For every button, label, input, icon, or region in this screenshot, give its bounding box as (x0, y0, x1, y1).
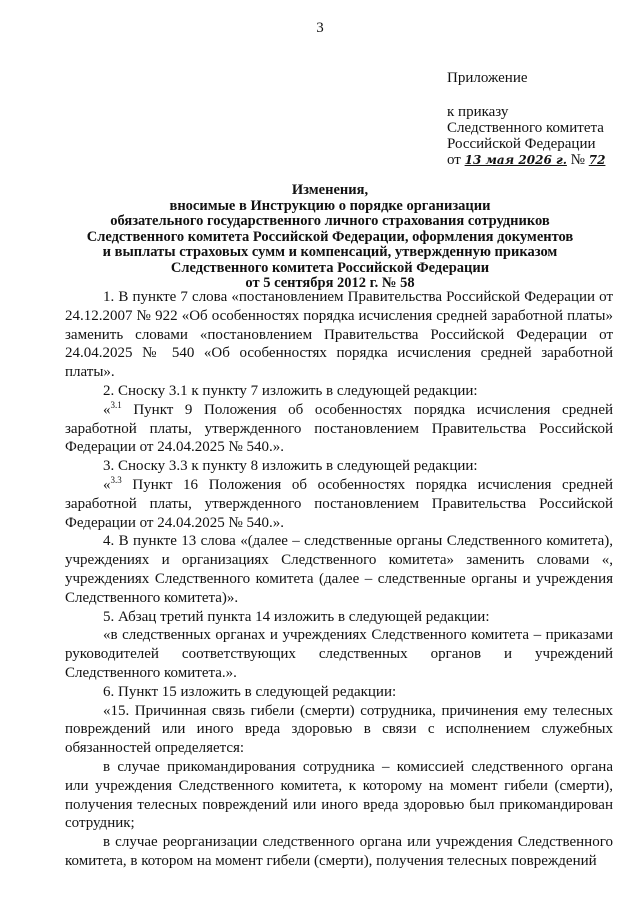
paragraph: «$^{3.1}$ Пункт 9 Положения об особенностях порядка исчисления средней заработной платы, утвержденного постановлением Правительства Российской Федерации от 24.04.2025 № 540.». (65, 399, 613, 456)
paragraph: «15. Причинная связь гибели (смерти) сотрудника, причинения ему телесных повреждений или иного вреда здоровью в связи с исполнением служебных обязанностей определяется: (65, 702, 613, 757)
appendix-line-3: Российской Федерации (447, 136, 596, 152)
paragraph: в случае реорганизации следственного органа или учреждения Следственного комитета, в котором на момент гибели (смерти), получения телесных повреждений (65, 834, 613, 869)
footnote-mark: 3.3 (110, 474, 122, 485)
appendix-line-1: к приказу (447, 104, 509, 120)
paragraph: 1. В пункте 7 слова «постановлением Правительства Российской Федерации от 24.12.2007 № 922 «Об особенностях порядка исчисления средней заработной платы» заменить словами «постановлением Правительства Российской Федерации от 24.04.2025 № 540 «Об особенностях порядка исчисления средней заработной платы». (65, 289, 613, 381)
page-number: 3 (316, 20, 324, 36)
title-line: и выплаты страховых сумм и компенсаций, утвержденную приказом (102, 244, 558, 260)
paragraph: 4. В пункте 13 слова «(далее – следственные органы Следственного комитета), учреждениях и организациях Следственного комитета» заменить словами «, учреждениях Следственного комитета (далее – следственные органы и учреждения Следственного комитета)». (65, 533, 613, 606)
paragraph: 2. Сноску 3.1 к пункту 7 изложить в следующей редакции: (103, 382, 478, 399)
title-line: обязательного государственного личного страхования сотрудников (110, 213, 550, 229)
title-line: Следственного комитета Российской Федерации (170, 259, 490, 276)
paragraph: 3. Сноску 3.3 к пункту 8 изложить в следующей редакции: (103, 458, 478, 475)
appendix-date-line (447, 152, 627, 168)
paragraph: «в следственных органах и учреждениях Следственного комитета – приказами руководителей соответствующих следственных органов и учреждений Следственного комитета.». (65, 627, 613, 681)
title-line: Следственного комитета Российской Федерации, оформления документов (86, 228, 574, 245)
handwritten-date: 13 мая 2026 г. (464, 153, 567, 167)
title-line: вносимые в Инструкцию о порядке организации (169, 197, 491, 214)
number-prefix: № (570, 152, 585, 168)
appendix-header (447, 70, 627, 168)
paragraph: «$^{3.3}$ Пункт 16 Положения об особенностях порядка исчисления средней заработной платы, утвержденного постановлением Правительства Российской Федерации от 24.04.2025 № 540.». (65, 474, 613, 531)
title-line: Изменения, (291, 182, 369, 198)
date-prefix: от (447, 152, 461, 168)
title-line: от 5 сентября 2012 г. № 58 (245, 275, 415, 291)
document-title (60, 183, 600, 292)
footnote-mark: 3.1 (110, 399, 122, 410)
appendix-line-2: Следственного комитета (447, 120, 604, 136)
handwritten-number: 72 (588, 153, 606, 167)
paragraph: 5. Абзац третий пункта 14 изложить в следующей редакции: (103, 608, 490, 625)
appendix-label: Приложение (447, 70, 528, 86)
paragraph: 6. Пункт 15 изложить в следующей редакции: (103, 683, 397, 700)
paragraph: в случае прикомандирования сотрудника – комиссией следственного органа или учреждения Следственного комитета, к которому на момент гибели (смерти), получения телесных повреждений или иного вреда здоровью был прикомандирован сотрудник; (65, 758, 613, 832)
document-body (65, 288, 613, 871)
